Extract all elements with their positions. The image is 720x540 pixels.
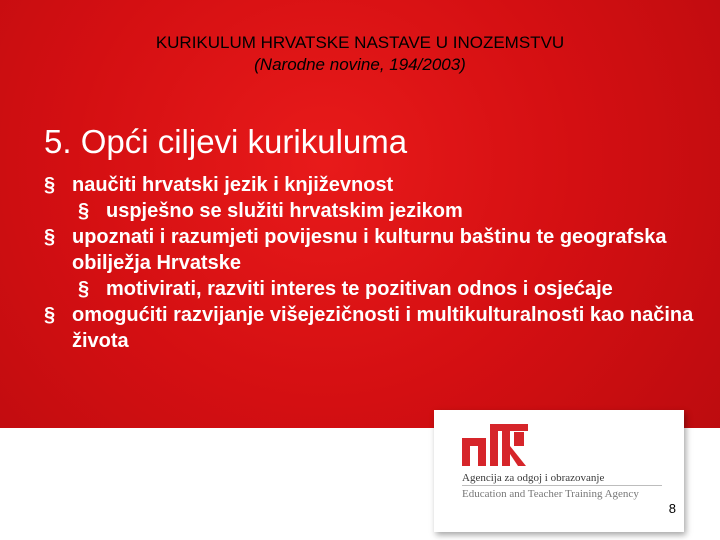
agency-name-en: Education and Teacher Training Agency	[462, 488, 639, 500]
bullet-item	[44, 276, 714, 302]
bullet-item	[44, 198, 714, 224]
slide-header-subtitle: (Narodne novine, 194/2003)	[254, 55, 466, 74]
agency-name-hr: Agencija za odgoj i obrazovanje	[462, 472, 605, 484]
bullet-item	[44, 172, 714, 198]
bullet-text: omogućiti razvijanje višejezičnosti i multikulturalnosti kao načina života	[72, 304, 694, 352]
bullet-item	[44, 302, 714, 354]
bullet-text: uspješno se služiti hrvatskim jezikom	[106, 200, 463, 222]
agency-logo-card	[434, 410, 684, 532]
bullet-marker: §	[78, 200, 90, 222]
slide-header	[0, 32, 720, 76]
slide-header-title: KURIKULUM HRVATSKE NASTAVE U INOZEMSTVU	[155, 33, 565, 52]
logo-divider	[462, 485, 662, 486]
bullet-marker: §	[78, 278, 90, 300]
agency-logo-icon	[462, 424, 528, 466]
bullet-text: motivirati, razviti interes te pozitivan odnos i osjećaje	[106, 278, 613, 300]
bullet-marker: §	[44, 226, 56, 248]
bullet-item	[44, 224, 714, 276]
slide-heading: 5. Opći ciljevi kurikuluma	[44, 123, 408, 160]
bullet-text: upoznati i razumjeti povijesnu i kulturnu baštinu te geografska obilježja Hrvatske	[72, 226, 667, 274]
bullet-text: naučiti hrvatski jezik i književnost	[72, 174, 394, 196]
bullet-marker: §	[44, 304, 56, 326]
bullet-marker: §	[44, 174, 56, 196]
bullet-list	[44, 172, 714, 354]
page-number: 8	[668, 501, 676, 516]
